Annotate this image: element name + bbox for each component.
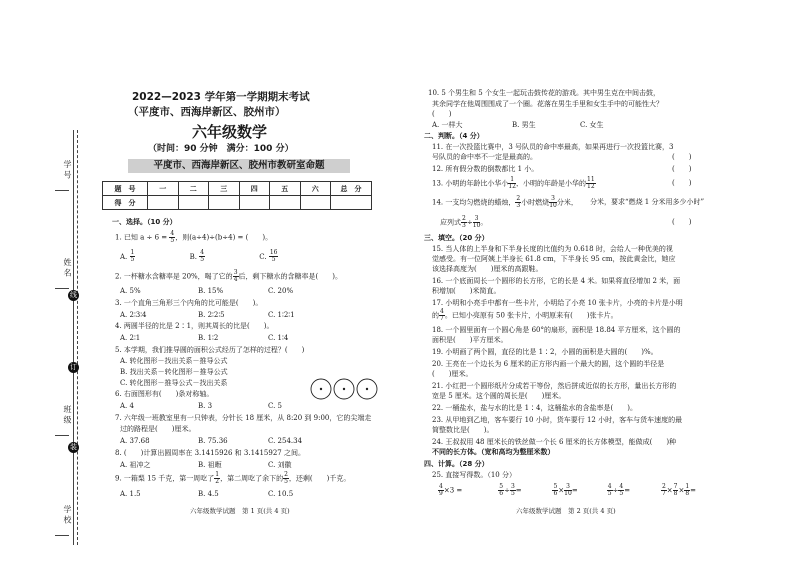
fill-18: 18. 一个圆里面有一个圆心角是 60°的扇形，面积是 18.84 平方厘米，这个圆的 (432, 326, 681, 334)
q3-options (120, 311, 295, 320)
judge-11: 11. 在一次投篮比赛中，3 号队员的命中率最高，如果再进行一次投篮比赛，3 (432, 143, 674, 151)
question-9: 9. 一箱梨 15 千克，第一周吃了 $\frac{1}{2}$ ，第二周吃了余下的 $\frac{2}{5}$ ，还剩( )千克。 (115, 471, 351, 485)
question-10: 10. 5 个男生和 5 个女生一起玩击鼓传花的游戏。其中男生克在中间击鼓， (428, 89, 660, 97)
calc-item[interactable]: $\frac{4}{9}$ ×3 = (439, 483, 463, 497)
binding-marker-bind: 装 (70, 443, 77, 451)
option-a[interactable]: A. 2∶1 (120, 334, 141, 342)
fill-16: 16. 一个底面周长一个圆形的长方形，它的长是 4 米。如果将直径增加 2 米，面 (432, 277, 681, 285)
fill-16-cont: 积增加( )米简直。 (432, 287, 501, 295)
question-5: 5. 本学期，我们推导圆的面积公式经历了怎样的过程？( ) (115, 346, 305, 354)
question-7: 7. 六年级一班教室里有一只钟表，分针长 18 厘米，从 8:20 到 9:00，它的尖端走 (115, 414, 372, 422)
option-a[interactable]: A. 转化图形－找出关系－推导公式 (120, 357, 228, 365)
score-header-cell: 二 (178, 182, 209, 196)
judge-12-answer[interactable]: ( ) (672, 165, 692, 173)
judge-13: 13. 小明的年龄比小华小 $\frac{1}{12}$ ，小明的年龄是小华的 $\frac{11}{12}$ (432, 176, 595, 190)
option-a[interactable]: A. $\frac{1}{5}$ (120, 249, 135, 263)
option-c[interactable]: C. 5 (268, 402, 283, 410)
option-b[interactable]: B. 祖暅 (198, 461, 222, 469)
option-c[interactable]: C. 10.5 (268, 490, 294, 498)
judge-14-formula: 应列式 $\frac{2}{3}$ ÷ $\frac{3}{10}$ 。 (440, 215, 488, 229)
calc-item[interactable]: $\frac{4}{5}$ ÷ $\frac{4}{5}$ = (607, 483, 631, 497)
binding-label-school: 学 校 (63, 505, 72, 524)
option-c[interactable]: C. 女生 (580, 121, 604, 129)
binding-label-name: 姓 名 (63, 258, 72, 277)
judge-14-text: 分米，要求“燃烧 1 分米用多少小时” (590, 198, 705, 206)
question-2: 2. 一杯糖水含糖率是 20%，喝了它的 $\frac{3}{4}$ 后，剩下糖水的含糖率是( )。 (115, 269, 342, 283)
score-header-cell: 总 分 (331, 182, 372, 196)
score-input-cell[interactable] (209, 196, 240, 210)
score-header-cell: 四 (239, 182, 270, 196)
calc-item[interactable]: $\frac{2}{7}$ × $\frac{7}{8}$ × $\frac{1}{8}$ = (661, 483, 697, 497)
question-4: 4. 两圆半径的比是 2∶1，则其周长的比是( )。 (115, 322, 274, 330)
option-b[interactable]: B. 找出关系－转化图形－推导公式 (120, 368, 228, 376)
judge-13-answer[interactable]: ( ) (672, 179, 692, 187)
calc-row (438, 484, 696, 497)
q4-options (120, 334, 288, 343)
fill-17-cont: 的 $\frac{4}{7}$ 。已知小亮原有 50 张卡片，小明原来有( )张卡片。 (432, 308, 618, 322)
option-c[interactable]: C. 1∶4 (268, 334, 289, 342)
calc-25: 25. 直接写得数。（10 分） (432, 471, 516, 479)
option-b[interactable]: B. $\frac{4}{5}$ (189, 249, 205, 263)
judge-11-cont: 号队员的命中率不一定是最高的。 (432, 153, 537, 161)
fill-24-cont: 不同的长方体。（宽和高均为整厘米数） (432, 448, 555, 456)
fill-17: 17. 小明和小亮手中都有一些卡片，小明给了小亮 10 张卡片，小亮的卡片是小明 (432, 299, 683, 307)
score-table (102, 181, 372, 210)
fill-23-cont: 简整数比是( )。 (432, 426, 494, 434)
score-input-cell[interactable] (300, 196, 331, 210)
exam-region: （平度市、西海岸新区、胶州市） (128, 106, 286, 118)
score-row-label: 得 分 (103, 196, 148, 210)
question-6: 6. 右面图形有( )条对称轴。 (115, 390, 214, 398)
section-judge: 二、判断。（4 分） (424, 132, 484, 140)
question-10-cont: 其余同学在他周围围成了一个圈。花落在男生手里和女生手中的可能性大？ (432, 100, 663, 108)
fill-19: 19. 小明画了两个圆，直径的比是 1∶2，小圆的面积是大圆的( )%。 (432, 348, 658, 356)
calc-item[interactable]: $\frac{5}{6}$ ÷ $\frac{3}{5}$ = (499, 483, 522, 497)
q1-options (120, 250, 278, 263)
score-input-cell[interactable] (148, 196, 179, 210)
setter-banner: 平度市、西海岸新区、胶州市教研室命题 (128, 159, 350, 173)
q7-options (120, 437, 302, 446)
q10-options (432, 121, 604, 130)
q8-options (120, 461, 292, 470)
binding-strip (55, 130, 95, 550)
fill-20-cont: ( )厘米。 (432, 370, 473, 378)
question-1: 1. 已知 a ÷ 6 = $\frac{4}{5}$ ，则(a÷4)÷(b÷4) = ( )。 (115, 230, 273, 244)
option-a[interactable]: A. 祖冲之 (120, 461, 151, 469)
option-c[interactable]: C. 转化图形－推导公式－找出关系 (120, 379, 228, 387)
option-b[interactable]: B. 1∶2 (198, 334, 219, 342)
option-b[interactable]: B. 2∶2∶5 (198, 311, 225, 319)
option-c[interactable]: C. 254.34 (268, 437, 303, 445)
fill-24: 24. 王叔叔用 48 厘米长的铁丝做一个长 6 厘米的长方体模型，能做成( )种 (432, 438, 677, 446)
judge-12: 12. 所有假分数的倒数都比 1 小。 (432, 165, 539, 173)
page-footer-right: 六年级数学试题 第 2 页(共 4 页) (516, 507, 616, 515)
question-7-cont: 过的路程是( )厘米。 (120, 425, 196, 433)
q2-options (120, 287, 293, 296)
option-b[interactable]: B. 75.36 (198, 437, 228, 445)
binding-marker-line: 线 (70, 291, 77, 299)
fill-18-cont: 面积是( )平方厘米。 (432, 336, 508, 344)
judge-14-answer[interactable]: ( ) (672, 218, 692, 226)
q6-options (120, 402, 282, 411)
option-b[interactable]: B. 15% (198, 287, 224, 295)
calc-item[interactable]: $\frac{5}{6}$ × $\frac{3}{10}$ = (553, 483, 578, 497)
option-c[interactable]: C. 20% (268, 287, 294, 295)
option-c[interactable]: C. 刘徽 (268, 461, 292, 469)
exam-title: 2022—2023 学年第一学期期末考试 (132, 91, 310, 103)
page-footer-left: 六年级数学试题 第 1 页(共 4 页) (190, 507, 290, 515)
option-a[interactable]: A. 37.68 (120, 437, 150, 445)
score-header-cell: 题 号 (103, 182, 148, 196)
option-a[interactable]: A. 一样大 (432, 121, 463, 129)
binding-marker-order: 订 (70, 363, 77, 371)
score-input-cell[interactable] (331, 196, 372, 210)
question-8: 8. ( )计算出圆周率在 3.1415926 和 3.1415927 之间。 (115, 449, 305, 457)
question-10-paren: ( ) (432, 110, 452, 118)
fill-21: 21. 小红把一个圆形纸片分成若干等份，然后拼成近似的长方形，量出长方形的 (432, 382, 677, 390)
fill-23: 23. 从甲地到乙地，客车要行 10 小时，货车要行 12 小时，客车与货车速度的最 (432, 416, 683, 424)
option-c[interactable]: C. 1∶2∶1 (268, 311, 295, 319)
judge-11-answer[interactable]: ( ) (672, 153, 692, 161)
option-b[interactable]: B. 4.5 (198, 490, 219, 498)
exam-meta: （时间：90 分钟 满分：100 分） (148, 144, 294, 154)
score-input-cell[interactable] (239, 196, 270, 210)
judge-14: 14. 一支均匀燃烧的蜡烛， $\frac{2}{3}$ 小时燃烧 $\frac{3}{10}$ 分米， (432, 195, 578, 209)
score-header-cell: 六 (300, 182, 331, 196)
score-header-row (103, 182, 372, 196)
section-choice: 一、选择。（10 分） (112, 218, 177, 226)
option-a[interactable]: A. 1.5 (120, 490, 141, 498)
score-header-cell: 一 (148, 182, 179, 196)
exam-subject: 六年级数学 (192, 123, 268, 141)
option-a[interactable]: A. 5% (120, 287, 141, 295)
fill-20: 20. 王亮在一个边长为 6 厘米的正方形内画一个最大的圆，这个圆的半径是 (432, 360, 665, 368)
section-fill: 三、填空。（20 分） (424, 234, 489, 242)
fill-21-cont: 宽是 5 厘米。这个圆的周长是( )厘米。 (432, 392, 566, 400)
option-b[interactable]: B. 3 (198, 402, 213, 410)
question-3: 3. 一个直角三角形三个内角的比可能是( )。 (115, 299, 263, 307)
option-a[interactable]: A. 2∶3∶4 (120, 311, 147, 319)
three-circles-figure (310, 376, 378, 402)
binding-label-student-id: 学 号 (63, 160, 72, 179)
section-calc: 四、计算。（28 分） (424, 460, 489, 468)
q9-options (120, 490, 293, 499)
score-header-cell: 五 (270, 182, 301, 196)
fill-15-cont: 觉感受。有一位阿姨上半身长 61.8 cm，下半身长 95 cm，按此黄金比，她应 (432, 255, 676, 263)
binding-label-class: 班 级 (63, 405, 72, 424)
fill-15-end: 该选择高度为( )厘米的高跟鞋。 (432, 265, 543, 273)
score-input-cell[interactable] (270, 196, 301, 210)
option-a[interactable]: A. 4 (120, 402, 134, 410)
score-input-cell[interactable] (178, 196, 209, 210)
score-header-cell: 三 (209, 182, 240, 196)
option-b[interactable]: B. 男生 (512, 121, 536, 129)
fill-15: 15. 当人体的上半身和下半身长度的比值约为 0.618 时，会给人一种优美的视 (432, 245, 673, 253)
option-c[interactable]: C. $\frac{16}{5}$ (259, 249, 278, 263)
fill-22: 22. 一桶盐水，盐与水的比是 1∶4，这桶盐水的含盐率是( )。 (432, 404, 637, 412)
score-value-row (103, 196, 372, 210)
